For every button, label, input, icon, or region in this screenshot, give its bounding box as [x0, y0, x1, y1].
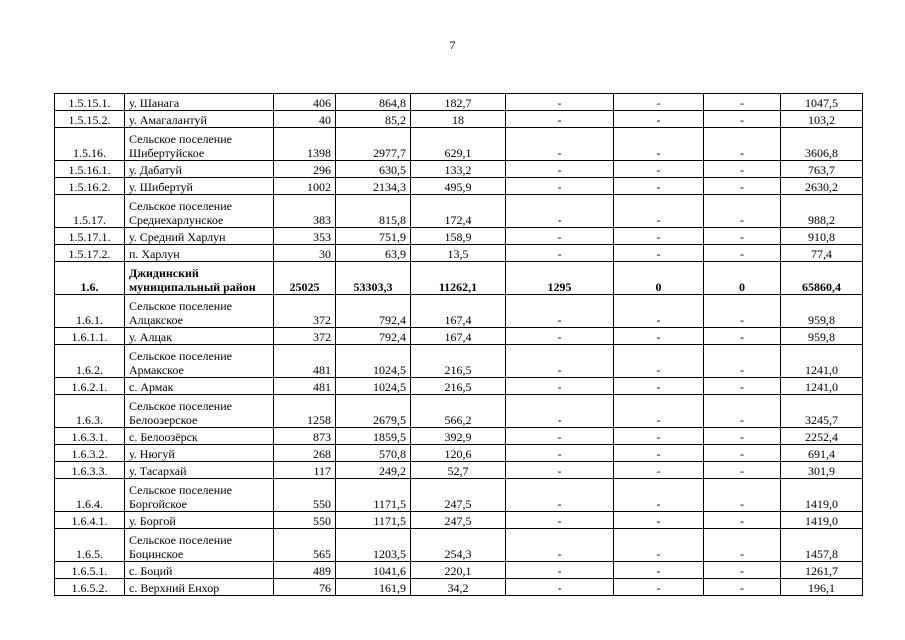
cell-col6: - [704, 161, 781, 178]
cell-col5: - [614, 195, 704, 228]
table-row [55, 378, 863, 395]
cell-total: 1241,0 [781, 345, 863, 378]
cell-total: 77,4 [781, 245, 863, 262]
cell-col2: 1171,5 [336, 512, 411, 529]
cell-total: 2630,2 [781, 178, 863, 195]
cell-col5: - [614, 462, 704, 479]
cell-col5: - [614, 94, 704, 111]
cell-col4: - [506, 328, 614, 345]
cell-col1: 372 [274, 295, 336, 328]
row-code: 1.6.5.2. [55, 579, 125, 596]
cell-col2: 1171,5 [336, 479, 411, 512]
data-table [54, 93, 863, 596]
cell-col6: - [704, 562, 781, 579]
cell-total: 103,2 [781, 111, 863, 128]
cell-total: 1047,5 [781, 94, 863, 111]
row-code: 1.6. [55, 262, 125, 295]
cell-col4: - [506, 245, 614, 262]
cell-col5: - [614, 529, 704, 562]
cell-col5: - [614, 562, 704, 579]
cell-col4: - [506, 562, 614, 579]
row-name: у. Шибертуй [125, 178, 274, 195]
row-name: Сельское поселение Боргойское [125, 479, 274, 512]
cell-total: 1241,0 [781, 378, 863, 395]
cell-total: 1419,0 [781, 512, 863, 529]
cell-col4: - [506, 195, 614, 228]
cell-col3: 216,5 [411, 378, 506, 395]
row-name: у. Тасархай [125, 462, 274, 479]
cell-col4: - [506, 111, 614, 128]
cell-col5: 0 [614, 262, 704, 295]
table-row-district [55, 262, 863, 295]
cell-col1: 372 [274, 328, 336, 345]
cell-col3: 182,7 [411, 94, 506, 111]
cell-col6: - [704, 111, 781, 128]
cell-col1: 383 [274, 195, 336, 228]
cell-col6: - [704, 345, 781, 378]
page-number: 7 [449, 38, 456, 52]
cell-col5: - [614, 295, 704, 328]
row-name: Джидинский муниципальный район [125, 262, 274, 295]
cell-col6: - [704, 579, 781, 596]
cell-col1: 565 [274, 529, 336, 562]
cell-col3: 11262,1 [411, 262, 506, 295]
cell-col3: 247,5 [411, 479, 506, 512]
cell-col5: - [614, 111, 704, 128]
cell-col4: - [506, 479, 614, 512]
cell-col5: - [614, 512, 704, 529]
cell-total: 196,1 [781, 579, 863, 596]
cell-col1: 481 [274, 378, 336, 395]
cell-col6: - [704, 94, 781, 111]
cell-col4: - [506, 178, 614, 195]
row-name: у. Нюгуй [125, 445, 274, 462]
cell-total: 763,7 [781, 161, 863, 178]
cell-col3: 392,9 [411, 428, 506, 445]
cell-col4: - [506, 428, 614, 445]
cell-col5: - [614, 445, 704, 462]
cell-col2: 249,2 [336, 462, 411, 479]
row-code: 1.5.17.2. [55, 245, 125, 262]
cell-col1: 406 [274, 94, 336, 111]
table-row [55, 94, 863, 111]
cell-total: 1419,0 [781, 479, 863, 512]
table-row [55, 128, 863, 161]
cell-col1: 481 [274, 345, 336, 378]
cell-col2: 53303,3 [336, 262, 411, 295]
cell-col6: - [704, 428, 781, 445]
cell-col4: - [506, 228, 614, 245]
cell-col3: 13,5 [411, 245, 506, 262]
table-row [55, 195, 863, 228]
cell-col2: 630,5 [336, 161, 411, 178]
cell-col3: 167,4 [411, 295, 506, 328]
cell-col5: - [614, 428, 704, 445]
table-row [55, 445, 863, 462]
cell-col2: 1024,5 [336, 345, 411, 378]
cell-col2: 751,9 [336, 228, 411, 245]
table-row [55, 295, 863, 328]
cell-col3: 158,9 [411, 228, 506, 245]
row-name: Сельское поселение Алцакское [125, 295, 274, 328]
cell-col4: - [506, 462, 614, 479]
cell-col6: - [704, 228, 781, 245]
cell-col6: - [704, 462, 781, 479]
row-name: с. Верхний Енхор [125, 579, 274, 596]
table-row [55, 161, 863, 178]
row-code: 1.6.4.1. [55, 512, 125, 529]
cell-col6: - [704, 128, 781, 161]
row-code: 1.5.17.1. [55, 228, 125, 245]
row-code: 1.5.17. [55, 195, 125, 228]
cell-col6: - [704, 445, 781, 462]
cell-col4: - [506, 529, 614, 562]
cell-col1: 40 [274, 111, 336, 128]
cell-col6: - [704, 178, 781, 195]
row-code: 1.6.3. [55, 395, 125, 428]
row-name: у. Боргой [125, 512, 274, 529]
cell-col1: 873 [274, 428, 336, 445]
row-code: 1.6.5. [55, 529, 125, 562]
cell-col5: - [614, 345, 704, 378]
cell-col5: - [614, 395, 704, 428]
cell-col3: 629,1 [411, 128, 506, 161]
cell-col2: 570,8 [336, 445, 411, 462]
cell-col1: 1398 [274, 128, 336, 161]
cell-col2: 864,8 [336, 94, 411, 111]
cell-col6: - [704, 529, 781, 562]
cell-col4: - [506, 128, 614, 161]
row-name: у. Средний Харлун [125, 228, 274, 245]
row-name: Сельское поселение Среднехарлунское [125, 195, 274, 228]
cell-col4: - [506, 579, 614, 596]
cell-total: 959,8 [781, 328, 863, 345]
cell-col1: 1002 [274, 178, 336, 195]
table-row [55, 178, 863, 195]
cell-col1: 489 [274, 562, 336, 579]
row-code: 1.5.15.1. [55, 94, 125, 111]
row-code: 1.6.3.1. [55, 428, 125, 445]
cell-col3: 133,2 [411, 161, 506, 178]
cell-col3: 167,4 [411, 328, 506, 345]
row-name: у. Алцак [125, 328, 274, 345]
cell-col2: 2679,5 [336, 395, 411, 428]
cell-col1: 117 [274, 462, 336, 479]
cell-col1: 76 [274, 579, 336, 596]
table-row [55, 228, 863, 245]
cell-col3: 34,2 [411, 579, 506, 596]
cell-col5: - [614, 378, 704, 395]
cell-col2: 1024,5 [336, 378, 411, 395]
cell-col2: 85,2 [336, 111, 411, 128]
cell-col3: 254,3 [411, 529, 506, 562]
row-name: у. Шанага [125, 94, 274, 111]
cell-col6: - [704, 245, 781, 262]
cell-col2: 2977,7 [336, 128, 411, 161]
cell-col3: 495,9 [411, 178, 506, 195]
row-code: 1.6.4. [55, 479, 125, 512]
table-row [55, 111, 863, 128]
cell-col3: 216,5 [411, 345, 506, 378]
cell-col5: - [614, 328, 704, 345]
cell-col3: 120,6 [411, 445, 506, 462]
cell-col1: 550 [274, 512, 336, 529]
row-code: 1.6.1. [55, 295, 125, 328]
row-name: с. Боций [125, 562, 274, 579]
cell-col5: - [614, 228, 704, 245]
row-code: 1.6.3.3. [55, 462, 125, 479]
cell-total: 3606,8 [781, 128, 863, 161]
table-row [55, 428, 863, 445]
row-name: с. Армак [125, 378, 274, 395]
table-row [55, 562, 863, 579]
cell-col4: - [506, 445, 614, 462]
cell-col1: 25025 [274, 262, 336, 295]
cell-col6: - [704, 378, 781, 395]
cell-col4: - [506, 378, 614, 395]
cell-col4: - [506, 345, 614, 378]
row-name: Сельское поселение Армакское [125, 345, 274, 378]
cell-col5: - [614, 161, 704, 178]
cell-col5: - [614, 479, 704, 512]
row-code: 1.5.15.2. [55, 111, 125, 128]
row-code: 1.6.2. [55, 345, 125, 378]
cell-col1: 353 [274, 228, 336, 245]
row-name: с. Белоозёрск [125, 428, 274, 445]
cell-total: 910,8 [781, 228, 863, 245]
row-code: 1.6.3.2. [55, 445, 125, 462]
cell-col2: 161,9 [336, 579, 411, 596]
cell-col6: - [704, 512, 781, 529]
cell-col4: - [506, 295, 614, 328]
cell-total: 988,2 [781, 195, 863, 228]
cell-col2: 792,4 [336, 328, 411, 345]
row-name: Сельское поселение Шибертуйское [125, 128, 274, 161]
row-name: у. Дабатуй [125, 161, 274, 178]
cell-col4: - [506, 512, 614, 529]
cell-col2: 1203,5 [336, 529, 411, 562]
row-name: Сельское поселение Боцинское [125, 529, 274, 562]
cell-col3: 52,7 [411, 462, 506, 479]
cell-col3: 247,5 [411, 512, 506, 529]
table-row [55, 512, 863, 529]
row-code: 1.6.2.1. [55, 378, 125, 395]
cell-total: 1261,7 [781, 562, 863, 579]
table-row [55, 328, 863, 345]
cell-col2: 792,4 [336, 295, 411, 328]
cell-col1: 268 [274, 445, 336, 462]
cell-col5: - [614, 245, 704, 262]
cell-col3: 18 [411, 111, 506, 128]
table-row [55, 479, 863, 512]
cell-col2: 1041,6 [336, 562, 411, 579]
cell-col6: 0 [704, 262, 781, 295]
cell-col2: 815,8 [336, 195, 411, 228]
table-row [55, 462, 863, 479]
row-name: п. Харлун [125, 245, 274, 262]
table-row [55, 529, 863, 562]
cell-col6: - [704, 395, 781, 428]
cell-total: 691,4 [781, 445, 863, 462]
cell-col1: 550 [274, 479, 336, 512]
cell-col4: 1295 [506, 262, 614, 295]
cell-total: 301,9 [781, 462, 863, 479]
row-name: у. Амагалантуй [125, 111, 274, 128]
cell-col1: 1258 [274, 395, 336, 428]
cell-total: 1457,8 [781, 529, 863, 562]
cell-total: 3245,7 [781, 395, 863, 428]
row-name: Сельское поселение Белоозерское [125, 395, 274, 428]
cell-col6: - [704, 479, 781, 512]
cell-col3: 566,2 [411, 395, 506, 428]
cell-col5: - [614, 128, 704, 161]
cell-col2: 1859,5 [336, 428, 411, 445]
table-row [55, 395, 863, 428]
row-code: 1.6.5.1. [55, 562, 125, 579]
row-code: 1.5.16.2. [55, 178, 125, 195]
cell-col5: - [614, 579, 704, 596]
table-row [55, 579, 863, 596]
cell-col2: 63,9 [336, 245, 411, 262]
table-row [55, 245, 863, 262]
table-row [55, 345, 863, 378]
cell-col4: - [506, 161, 614, 178]
row-code: 1.6.1.1. [55, 328, 125, 345]
cell-total: 65860,4 [781, 262, 863, 295]
cell-total: 959,8 [781, 295, 863, 328]
cell-col4: - [506, 94, 614, 111]
cell-col3: 220,1 [411, 562, 506, 579]
cell-col1: 296 [274, 161, 336, 178]
cell-col6: - [704, 195, 781, 228]
cell-col5: - [614, 178, 704, 195]
row-code: 1.5.16. [55, 128, 125, 161]
cell-col4: - [506, 395, 614, 428]
cell-col2: 2134,3 [336, 178, 411, 195]
cell-col6: - [704, 295, 781, 328]
row-code: 1.5.16.1. [55, 161, 125, 178]
cell-col3: 172,4 [411, 195, 506, 228]
cell-col1: 30 [274, 245, 336, 262]
cell-total: 2252,4 [781, 428, 863, 445]
cell-col6: - [704, 328, 781, 345]
